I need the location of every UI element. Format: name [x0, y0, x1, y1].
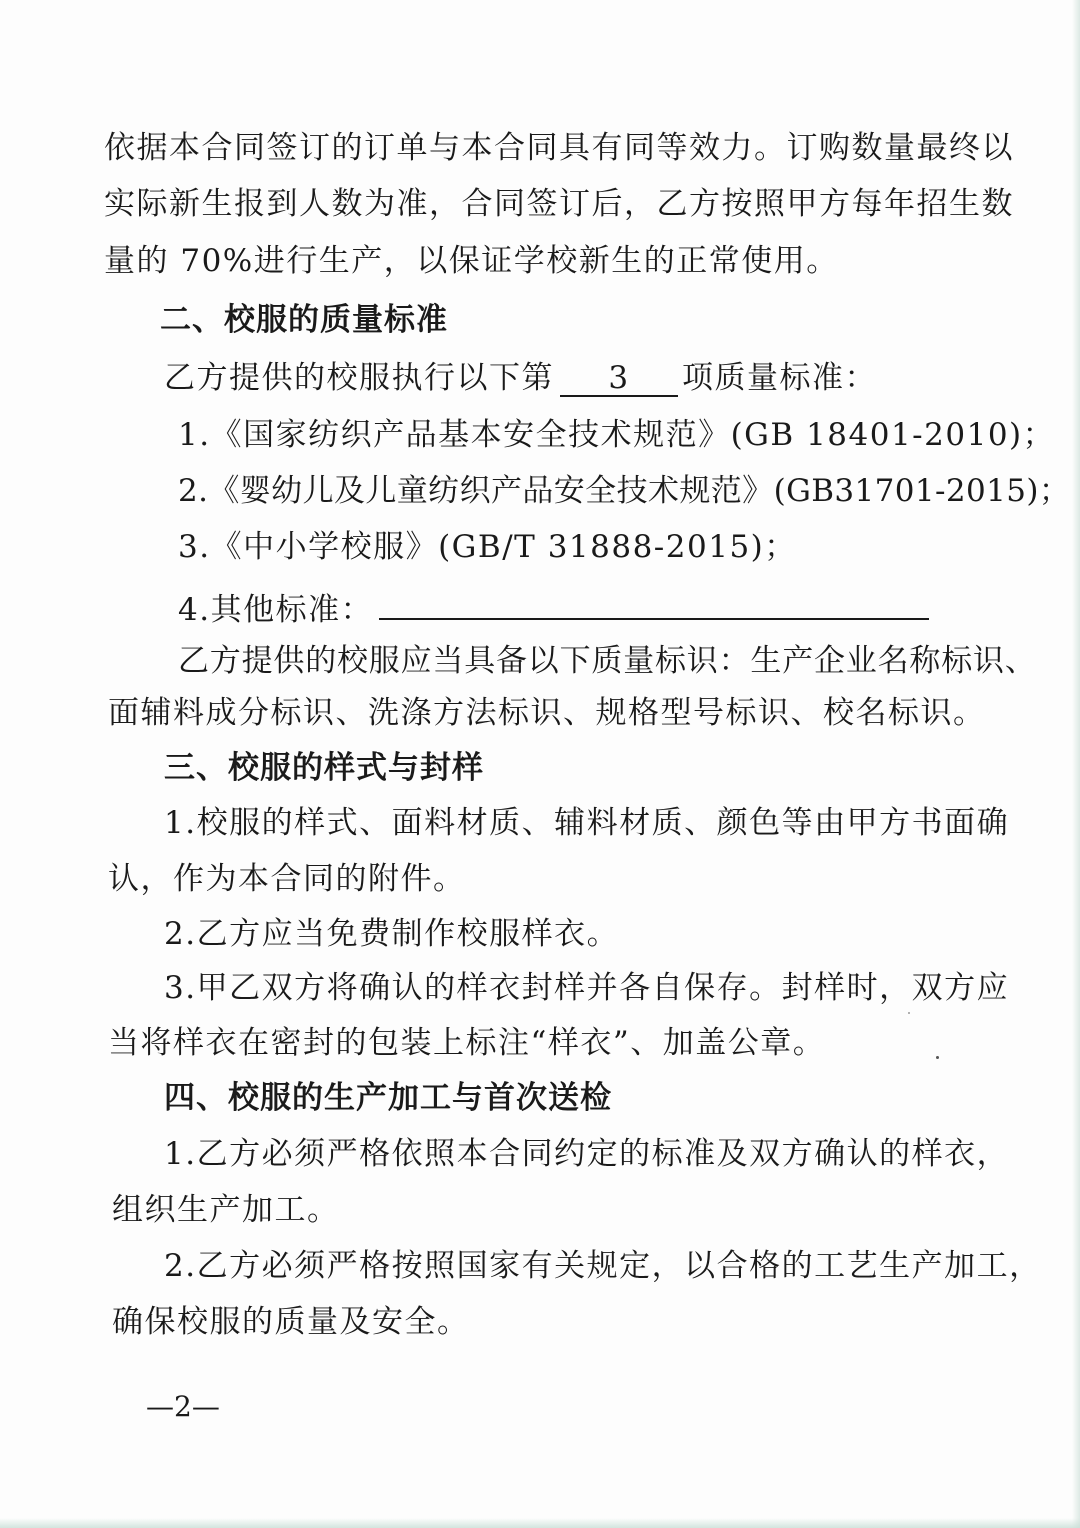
standard-choice-field: 3: [560, 361, 678, 397]
paragraph-line: 1.校服的样式、面料材质、辅料材质、颜色等由甲方书面确: [164, 805, 1010, 841]
paragraph-line: 实际新生报到人数为准，合同签订后，乙方按照甲方每年招生数: [104, 186, 1014, 222]
section-heading-production-inspection: 四、校服的生产加工与首次送检: [164, 1080, 612, 1116]
paragraph-line: 依据本合同签订的订单与本合同具有同等效力。订购数量最终以: [104, 130, 1014, 166]
scan-edge-bottom: [0, 1518, 1080, 1528]
standard-intro-line: [164, 358, 877, 398]
section-heading-quality-standard: 二、校服的质量标准: [160, 302, 448, 338]
scan-edge-right: [1072, 0, 1080, 1528]
section-heading-style-sample: 三、校服的样式与封样: [164, 750, 484, 786]
paragraph-line: 3.甲乙双方将确认的样衣封样并各自保存。封样时，双方应: [164, 970, 1010, 1006]
standard-item: 1.《国家纺织产品基本安全技术规范》(GB 18401-2010)；: [178, 417, 1056, 453]
standard-item: 3.《中小学校服》(GB/T 31888-2015)；: [178, 529, 797, 565]
paragraph-line: 2.乙方应当免费制作校服样衣。: [164, 916, 620, 952]
scan-speck: [908, 1012, 910, 1014]
page-number: —2—: [146, 1390, 220, 1423]
paragraph-line: 组织生产加工。: [112, 1192, 340, 1228]
paragraph-line: 2.乙方必须严格按照国家有关规定，以合格的工艺生产加工，: [164, 1248, 1042, 1284]
paragraph-line: 面辅料成分标识、洗涤方法标识、规格型号标识、校名标识。: [108, 695, 986, 731]
paragraph-line: 1.乙方必须严格依照本合同约定的标准及双方确认的样衣，: [164, 1136, 1010, 1172]
scan-speck: [936, 1056, 939, 1059]
other-standard-line: [178, 584, 929, 630]
paragraph-line: 乙方提供的校服应当具备以下质量标识：生产企业名称标识、: [178, 643, 1037, 679]
other-standard-field: [379, 584, 929, 620]
standard-intro-before: 乙方提供的校服执行以下第: [164, 360, 554, 396]
standard-item: 2.《婴幼儿及儿童纺织产品安全技术规范》(GB31701-2015)；: [178, 473, 1071, 509]
standard-intro-after: 项质量标准：: [682, 360, 877, 396]
paragraph-line: 认，作为本合同的附件。: [108, 861, 466, 897]
other-standard-label: 4.其他标准：: [178, 592, 374, 628]
paragraph-line: 量的 70%进行生产，以保证学校新生的正常使用。: [104, 243, 839, 279]
paragraph-line: 确保校服的质量及安全。: [112, 1304, 470, 1340]
paragraph-line: 当将样衣在密封的包装上标注“样衣”、加盖公章。: [108, 1025, 826, 1061]
